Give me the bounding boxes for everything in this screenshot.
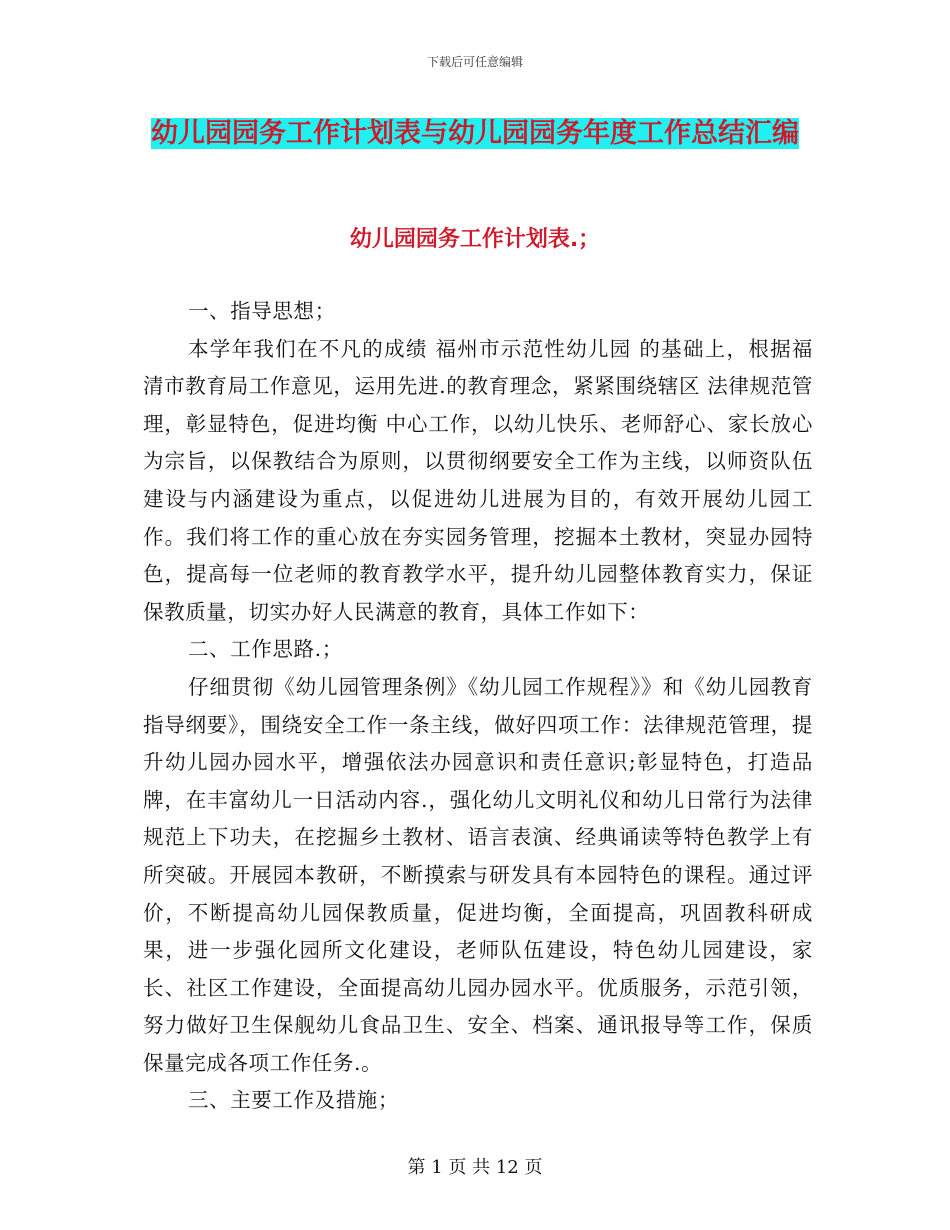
paragraph-guiding-ideology: 本学年我们在不凡的成绩 福州市示范性幼儿园 的基础上，根据福清市教育局工作意见，运用先进.的教育理念，紧紧围绕辖区 法律规范管理，彰显特色，促进均衡 中心工作，以幼儿快乐、老师舒心、家长放心为宗旨，以保教结合为原则，以贯彻纲要安全工作为主线，以师资队伍建设与内涵建设为重点，以促进幼儿进展为目的，有效开展幼儿园工作。我们将工作的重心放在夯实园务管理，挖掘本土教材，突显办园特色，提高每一位老师的教育教学水平，提升幼儿园整体教育实力，保证保教质量，切实办好人民满意的教育，具体工作如下： [143, 336, 813, 624]
document-title-text: 幼儿园园务工作计划表与幼儿园园务年度工作总结汇编 [151, 118, 799, 149]
paragraph-work-approach: 仔细贯彻《幼儿园管理条例》《幼儿园工作规程》》和《幼儿园教育指导纲要》，围绕安全工作一条主线，做好四项工作：法律规范管理，提升幼儿园办园水平，增强依法办园意识和责任意识;彰显特色，打造品牌，在丰富幼儿一日活动内容.，强化幼儿文明礼仪和幼儿日常行为法律规范上下功夫，在挖掘乡土教材、语言表演、经典诵读等特色教学上有所突破。开展园本教研，不断摸索与研发具有本园特色的课程。通过评价，不断提高幼儿园保教质量，促进均衡，全面提高，巩固教科研成果，进一步强化园所文化建设，老师队伍建设，特色幼儿园建设，家长、社区工作建设，全面提高幼儿园办园水平。优质服务，示范引领，努力做好卫生保舰幼儿食品卫生、安全、档案、通讯报导等工作，保质保量完成各项工作任务.。 [143, 674, 813, 1075]
document-title [120, 112, 830, 156]
paragraph-main-work-heading: 三、主要工作及措施； [188, 1088, 399, 1113]
paragraph-work-approach-heading: 二、工作思路.； [188, 637, 343, 662]
page-footer: 第 1 页 共 12 页 [407, 1157, 543, 1178]
document-body [143, 293, 813, 1120]
header-note: 下载后可任意编辑 [426, 55, 523, 69]
paragraph-guiding-ideology-heading: 一、指导思想； [188, 299, 336, 323]
section-title: 幼儿园园务工作计划表.； [349, 227, 601, 252]
